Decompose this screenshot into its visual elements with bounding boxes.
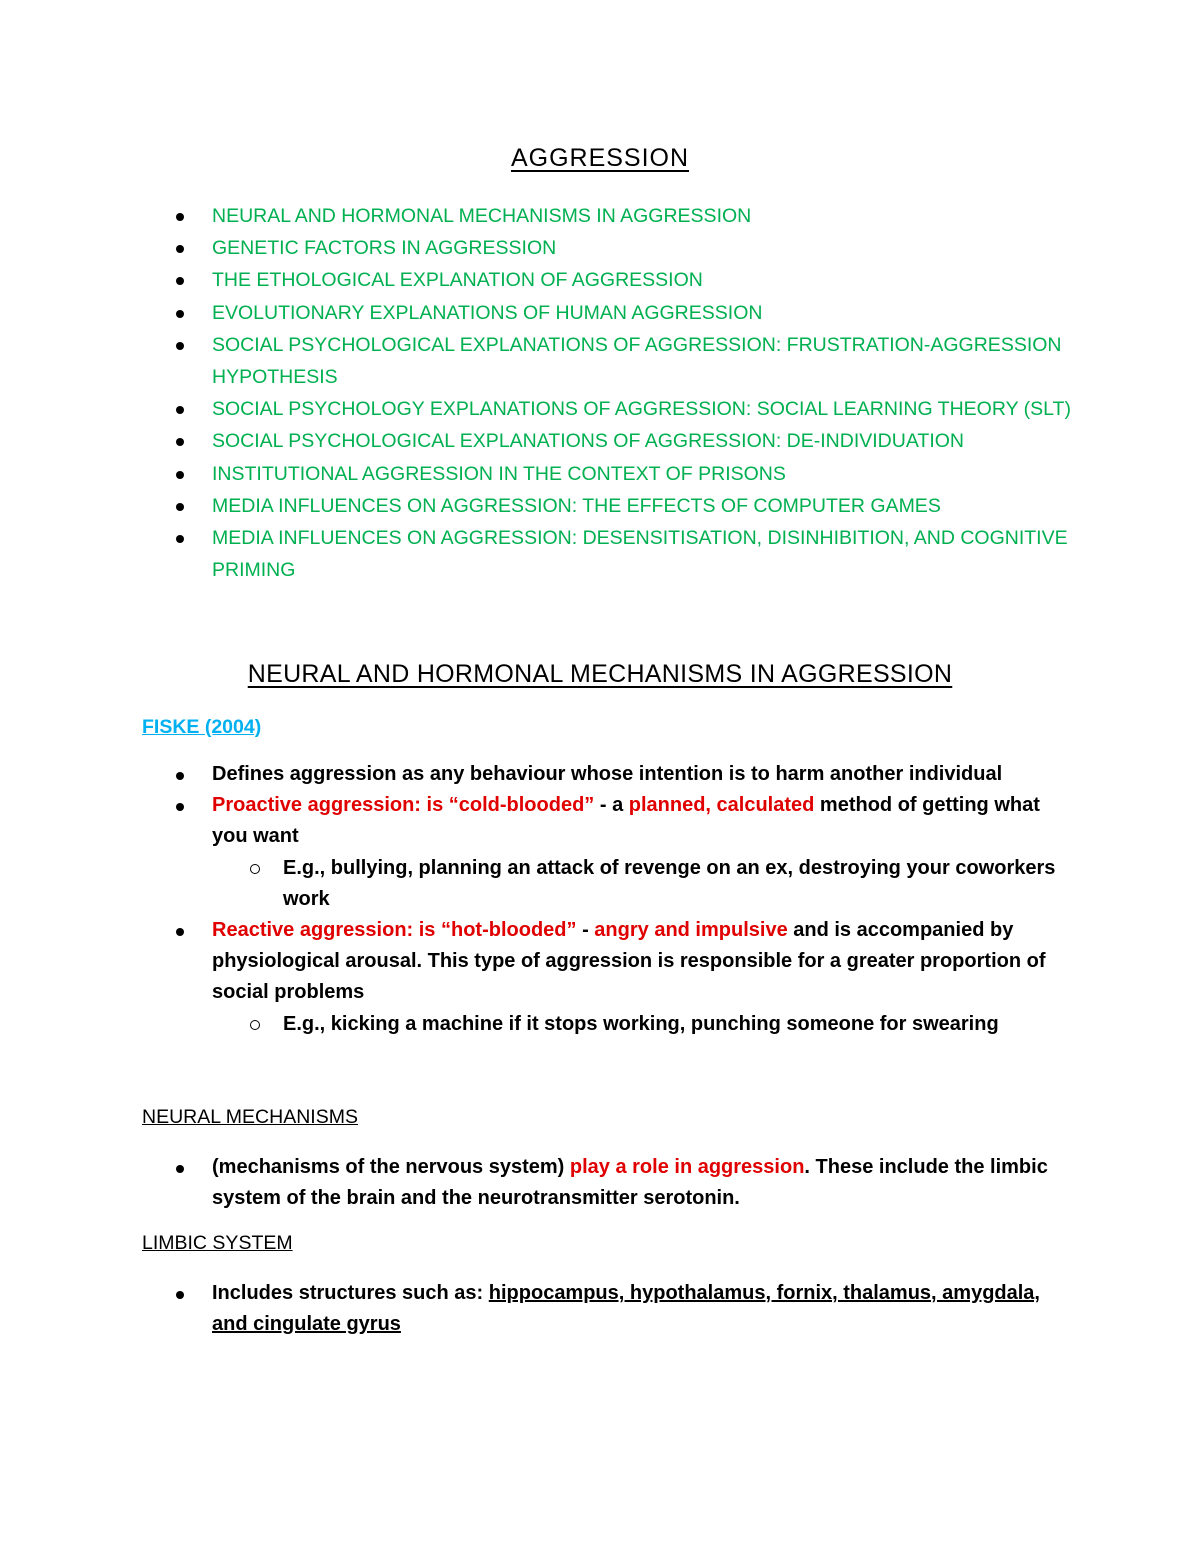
reactive-rest: and is accompanied by physiological arousal. This type of aggression is responsible for a greater proportion of social problems (212, 919, 1046, 1004)
reactive-example: E.g., kicking a machine if it stops working, punching someone for swearing (212, 1009, 1062, 1040)
proactive-separator: - a (594, 794, 629, 817)
reactive-highlight: angry and impulsive (594, 919, 788, 942)
reactive-separator: - (576, 919, 595, 942)
topic-list (212, 200, 1072, 586)
topic-item: SOCIAL PSYCHOLOGICAL EXPLANATIONS OF AGGRESSION: DE-INDIVIDUATION (212, 425, 1072, 457)
limbic-pre: Includes structures such as: (212, 1282, 489, 1304)
reactive-example-list (212, 1009, 1062, 1040)
neural-bullet-list (212, 1152, 1062, 1214)
proactive-rest: method of getting what you want (212, 794, 1040, 848)
topic-item: NEURAL AND HORMONAL MECHANISMS IN AGGRESSION (212, 200, 1072, 232)
proactive-example-list (212, 853, 1062, 915)
proactive-aggression-item (212, 790, 1062, 915)
limbic-item (212, 1278, 1062, 1340)
topic-item: INSTITUTIONAL AGGRESSION IN THE CONTEXT OF PRISONS (212, 458, 1072, 490)
fiske-bullet-list (212, 759, 1062, 1040)
reactive-label: Reactive aggression: is “hot-blooded” (212, 919, 577, 942)
limbic-bullet-list (212, 1278, 1062, 1340)
topic-item: MEDIA INFLUENCES ON AGGRESSION: DESENSITISATION, DISINHIBITION, AND COGNITIVE PRIMING (212, 522, 1072, 586)
proactive-highlight: planned, calculated (628, 794, 815, 817)
limbic-structures: hippocampus, hypothalamus, fornix, thalamus, amygdala, and cingulate gyrus (212, 1282, 1040, 1336)
topic-item: SOCIAL PSYCHOLOGICAL EXPLANATIONS OF AGGRESSION: FRUSTRATION-AGGRESSION HYPOTHESIS (212, 329, 1072, 393)
topic-item: MEDIA INFLUENCES ON AGGRESSION: THE EFFECTS OF COMPUTER GAMES (212, 490, 1072, 522)
neural-pre: (mechanisms of the nervous system) (212, 1156, 570, 1178)
definition-text: Defines aggression as any behaviour whose intention is to harm another individual (212, 763, 1003, 785)
reactive-aggression-item (212, 915, 1062, 1040)
neural-highlight: play a role in aggression (569, 1156, 805, 1178)
topic-item: GENETIC FACTORS IN AGGRESSION (212, 232, 1072, 264)
topic-item: THE ETHOLOGICAL EXPLANATION OF AGGRESSION (212, 264, 1072, 296)
proactive-example: E.g., bullying, planning an attack of revenge on an ex, destroying your coworkers work (212, 853, 1062, 915)
topic-item: SOCIAL PSYCHOLOGY EXPLANATIONS OF AGGRESSION: SOCIAL LEARNING THEORY (SLT) (212, 393, 1072, 425)
section-heading-neural-hormonal: NEURAL AND HORMONAL MECHANISMS IN AGGRESSION (247, 660, 953, 688)
document-title: AGGRESSION (510, 144, 690, 172)
source-citation-fiske: FISKE (2004) (142, 716, 262, 738)
proactive-label: Proactive aggression: is “cold-blooded” (212, 794, 595, 817)
neural-rest: . These include the limbic system of the brain and the neurotransmitter serotonin. (212, 1156, 1048, 1210)
neural-item (212, 1152, 1062, 1214)
definition-item (212, 759, 1062, 790)
topic-item: EVOLUTIONARY EXPLANATIONS OF HUMAN AGGRESSION (212, 297, 1072, 329)
neural-mechanisms-heading: NEURAL MECHANISMS (142, 1106, 358, 1128)
limbic-system-heading: LIMBIC SYSTEM (142, 1232, 293, 1254)
